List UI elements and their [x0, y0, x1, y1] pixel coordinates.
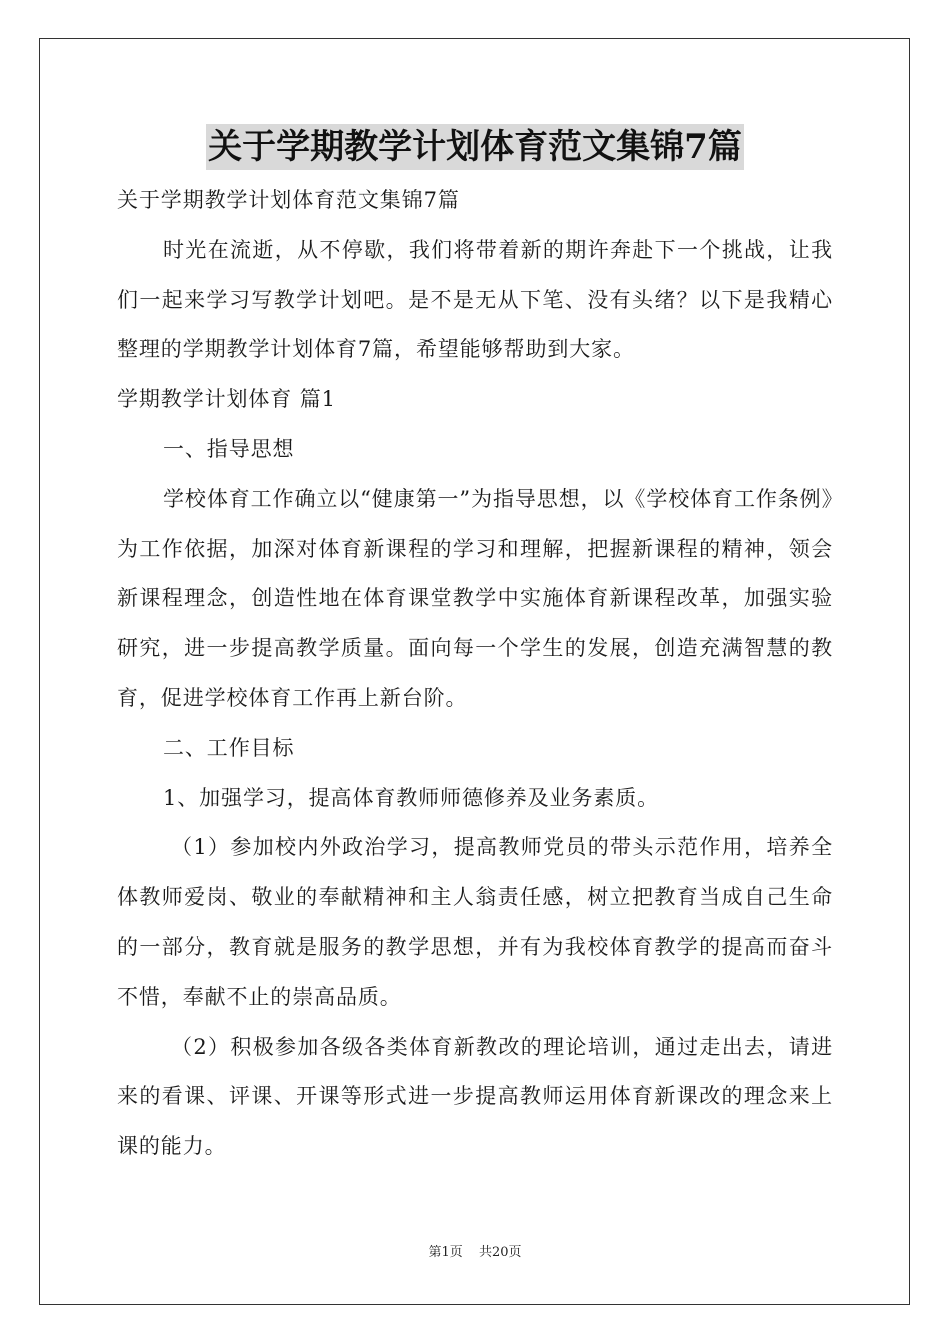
title-container: [0, 124, 950, 170]
goal-subitem-2: （2）积极参加各级各类体育新教改的理论培训，通过走出去，请进来的看课、评课、开课等形式进一步提高教师运用体育新课改的理念来上课的能力。: [117, 1034, 833, 1159]
goal-item-1: 1、加强学习，提高体育教师师德修养及业务素质。: [163, 785, 660, 810]
heading-guiding-thought: 一、指导思想: [163, 436, 295, 461]
subtitle-paragraph: 关于学期教学计划体育范文集锦7篇: [117, 188, 460, 212]
page-number: 第1页: [428, 1245, 463, 1260]
document-body: [117, 176, 833, 1172]
section-heading: 学期教学计划体育 篇1: [117, 387, 336, 412]
goal-subitem-1: （1）参加校内外政治学习，提高教师党员的带头示范作用，培养全体教师爱岗、敬业的奉献精神和主人翁责任感，树立把教育当成自己生命的一部分，教育就是服务的教学思想，并有为我校体育教学的提高而奋斗不惜，奉献不止的崇高品质。: [117, 835, 833, 1009]
page-total: 共20页: [478, 1245, 522, 1260]
page-footer: [0, 1244, 950, 1262]
guiding-thought-paragraph: 学校体育工作确立以“健康第一”为指导思想，以《学校体育工作条例》为工作依据，加深对体育新课程的学习和理解，把握新课程的精神，领会新课程理念，创造性地在体育课堂教学中实施体育新课程改革，加强实验研究，进一步提高教学质量。面向每一个学生的发展，创造充满智慧的教育，促进学校体育工作再上新台阶。: [117, 486, 833, 710]
intro-paragraph: 时光在流逝，从不停歇，我们将带着新的期许奔赴下一个挑战，让我们一起来学习写教学计划吧。是不是无从下笔、没有头绪？以下是我精心整理的学期教学计划体育7篇，希望能够帮助到大家。: [117, 237, 833, 362]
heading-work-goals: 二、工作目标: [163, 735, 295, 760]
document-title: 关于学期教学计划体育范文集锦7篇: [206, 124, 744, 170]
